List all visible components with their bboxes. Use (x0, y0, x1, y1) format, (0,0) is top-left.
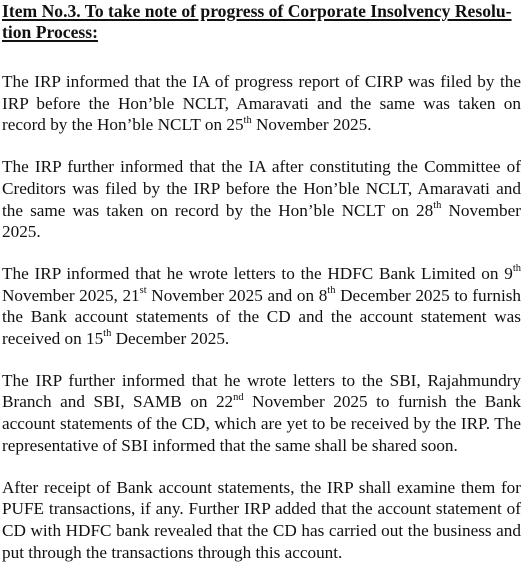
paragraph-line: PUFE transactions, if any. Further IRP added that the account statement of (2, 499, 521, 519)
ordinal-suffix: th (433, 199, 442, 211)
paragraph-hdfc-letters (2, 263, 521, 350)
paragraph-sbi-letters (2, 370, 521, 457)
paragraph-line: The IRP further informed that the IA after constituting the Committee of (2, 157, 521, 177)
paragraph-line: received on 15th December 2025. (2, 328, 230, 349)
ordinal-suffix: st (139, 284, 147, 296)
ordinal-suffix: th (327, 284, 336, 296)
ordinal-suffix: th (243, 114, 252, 126)
ordinal-suffix: th (512, 263, 521, 275)
paragraph-committee-of-creditors (2, 156, 521, 243)
paragraph-line: record by the Hon’ble NCLT on 25th November 2025. (2, 114, 372, 135)
paragraph-line: The IRP informed that he wrote letters to the HDFC Bank Limited on 9th (2, 263, 521, 283)
paragraph-line: November 2025, 21st November 2025 and on 8th December 2025 to furnish (2, 284, 521, 305)
paragraph-cirp-progress-report (2, 71, 521, 136)
paragraph-line: representative of SBI informed that the same shall be shared soon. (2, 435, 458, 455)
paragraph-line: Branch and SBI, SAMB on 22nd November 2025 to furnish the Bank (2, 391, 521, 412)
paragraph-line: IRP before the Hon’ble NCLT, Amaravati and the same was taken on (2, 93, 521, 113)
paragraph-line: The IRP further informed that he wrote letters to the SBI, Rajahmundry (2, 370, 521, 390)
paragraph-line: CD with HDFC bank revealed that the CD has carried out the business and (2, 520, 521, 540)
paragraph-pufe-examination (2, 477, 521, 563)
paragraph-line: The IRP informed that the IA of progress report of CIRP was filed by the (2, 72, 521, 91)
paragraph-line: account statements of the CD, which are yet to be received by the IRP. The (2, 414, 521, 434)
item-heading (2, 0, 521, 43)
ordinal-suffix: th (103, 328, 112, 340)
paragraph-line: Creditors was filed by the IRP before the Hon’ble NCLT, Amaravati and (2, 178, 521, 198)
paragraph-line: After receipt of Bank account statements, the IRP shall examine them for (2, 477, 521, 497)
paragraph-line: the same was taken on record by the Hon’ble NCLT on 28th November (2, 199, 521, 220)
paragraph-line: 2025. (2, 222, 41, 242)
paragraph-line: the Bank account statements of the CD and the account statement was (2, 307, 521, 327)
ordinal-suffix: nd (233, 391, 244, 403)
paragraph-line: put through the transactions through this account. (2, 542, 343, 562)
item-heading-line-1: Item No.3. To take note of progress of Corporate Insolvency Resolu- (2, 1, 512, 21)
item-heading-line-2: tion Process: (2, 22, 98, 42)
